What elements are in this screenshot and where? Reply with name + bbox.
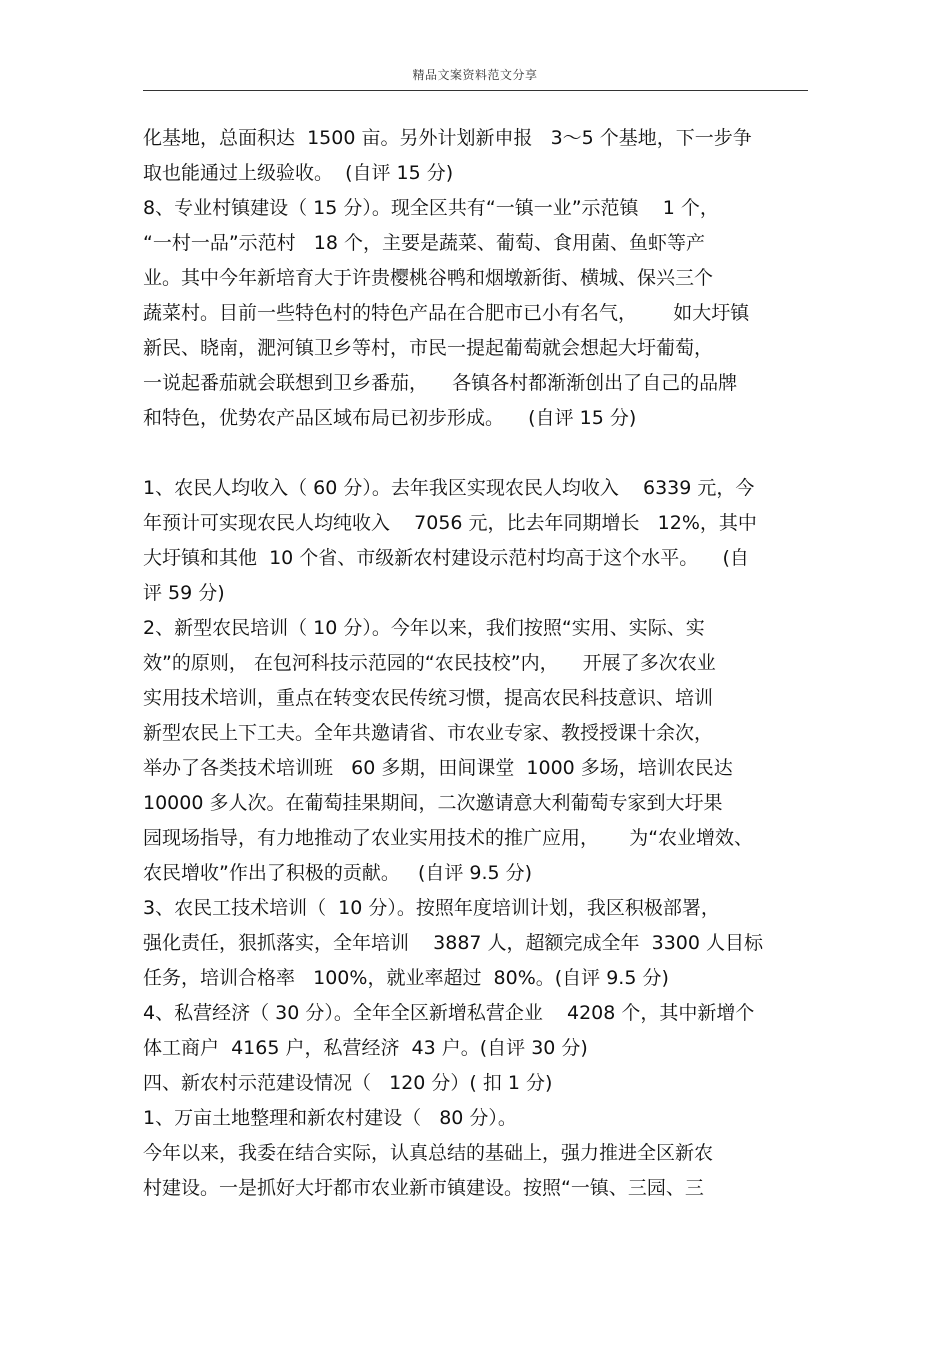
text-line: 村建设。一是抓好大圩都市农业新市镇建设。按照“一镇、三园、三: [143, 1177, 704, 1199]
text-line: 评 59 分): [143, 582, 225, 604]
text-line: 1、农民人均收入（ 60 分）。去年我区实现农民人均收入 6339 元，今: [143, 477, 755, 499]
text-line: 效”的原则， 在包河科技示范园的“农民技校”内， 开展了多次农业: [143, 652, 716, 674]
document-body: [143, 121, 808, 1206]
text-line: 任务，培训合格率 100%，就业率超过 80%。(自评 9.5 分): [143, 967, 669, 989]
text-line: 强化责任，狠抓落实，全年培训 3887 人，超额完成全年 3300 人目标: [143, 932, 764, 954]
text-line: 蔬菜村。目前一些特色村的特色产品在合肥市已小有名气， 如大圩镇: [143, 302, 750, 324]
text-line: 体工商户 4165 户，私营经济 43 户。(自评 30 分): [143, 1037, 588, 1059]
text-line: 今年以来，我委在结合实际，认真总结的基础上，强力推进全区新农: [143, 1142, 714, 1164]
text-line: 10000 多人次。在葡萄挂果期间，二次邀请意大利葡萄专家到大圩果: [143, 792, 723, 814]
text-line: 举办了各类技术培训班 60 多期，田间课堂 1000 多场，培训农民达: [143, 757, 733, 779]
paragraph-gap: [143, 436, 808, 471]
text-line: 新型农民上下工夫。全年共邀请省、市农业专家、教授授课十余次，: [143, 722, 714, 744]
header-title: 精品文案资料范文分享: [412, 68, 538, 82]
text-line: 8、专业村镇建设（ 15 分）。现全区共有“一镇一业”示范镇 1 个，: [143, 197, 719, 219]
text-line: 农民增收”作出了积极的贡献。 (自评 9.5 分): [143, 862, 533, 884]
header-divider: [143, 90, 808, 91]
text-line: 取也能通过上级验收。 (自评 15 分): [143, 162, 454, 184]
text-line: 和特色，优势农产品区域布局已初步形成。 (自评 15 分): [143, 407, 637, 429]
text-line: 1、万亩土地整理和新农村建设（ 80 分）。: [143, 1107, 517, 1129]
text-line: 新民、晓南，淝河镇卫乡等村，市民一提起葡萄就会想起大圩葡萄，: [143, 337, 714, 359]
text-line: 3、农民工技术培训（ 10 分）。按照年度培训计划，我区积极部署，: [143, 897, 720, 919]
section-heading: 四、新农村示范建设情况（ 120 分）( 扣 1 分): [143, 1072, 553, 1094]
text-line: 化基地，总面积达 1500 亩。另外计划新申报 3～5 个基地，下一步争: [143, 127, 752, 149]
text-line: 一说起番茄就会联想到卫乡番茄， 各镇各村都渐渐创出了自己的品牌: [143, 372, 738, 394]
text-line: “一村一品”示范村 18 个，主要是蔬菜、葡萄、食用菌、鱼虾等产: [143, 232, 706, 254]
text-line: 园现场指导，有力地推动了农业实用技术的推广应用， 为“农业增效、: [143, 827, 754, 849]
page-header: [0, 66, 950, 83]
text-line: 大圩镇和其他 10 个省、市级新农村建设示范村均高于这个水平。 (自: [143, 547, 749, 569]
text-line: 业。其中今年新培育大于许贵樱桃谷鸭和烟墩新街、横城、保兴三个: [143, 267, 714, 289]
text-line: 实用技术培训，重点在转变农民传统习惯，提高农民科技意识、培训: [143, 687, 714, 709]
text-line: 2、新型农民培训（ 10 分）。今年以来，我们按照“实用、实际、实: [143, 617, 705, 639]
text-line: 4、私营经济（ 30 分）。全年全区新增私营企业 4208 个，其中新增个: [143, 1002, 755, 1024]
text-line: 年预计可实现农民人均纯收入 7056 元，比去年同期增长 12%，其中: [143, 512, 757, 534]
